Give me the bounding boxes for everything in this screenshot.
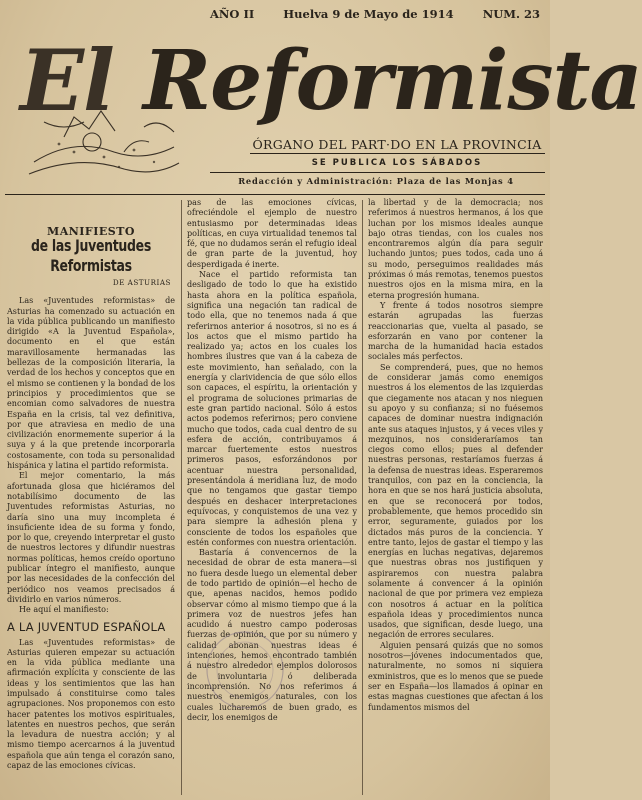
- rule-subtitle: [250, 153, 545, 154]
- paragraph: Alguien pensará quizás que no somos nosotros—jóvenes indocumentados que, naturalmente, no somos ni siquiera exministros, que es lo menos que se puede ser en España—los llamados á opinar en estas magnas cuestiones que afectan á los fundamentos mismos del: [368, 640, 543, 712]
- publication-schedule: SE PUBLICA LOS SÁBADOS: [311, 158, 483, 168]
- article-heading: MANIFIESTO: [47, 225, 135, 238]
- paragraph: pas de las emociones cívicas, ofreciéndole el ejemplo de nuestro entusiasmo por determinadas ideas políticas, en cuya virtualidad tenemos tal fé, que no dudamos serán el refugio ideal de gran parte de la juventud, hoy desperdigada é inerte.: [187, 198, 357, 269]
- paragraph: la libertad y de la democracia; nos referimos á nuestros hermanos, á los que luchan por los mismos ideales aunque bajo otras tiendas, con los cuales nos encontraremos algún día para seguir luchando juntos; pues todos, cada uno á su modo, perseguimos realidades más próximas ó más remotas, tenemos puestos nuestros ojos en la misma mira, en la eterna progresión humana.: [368, 198, 543, 300]
- paragraph: Las «Juventudes reformistas» de Asturias quieren empezar su actuación en la vida pública mediante una afirmación explícita y consciente de las ideas y los sentimientos que las han impulsado á constituirse como tales agrupaciones. Nos proponemos con esto hacer patentes los motivos espirituales, latentes en nuestros pechos, que serán la levadura de nuestra acción; y al mismo tiempo acercarnos á la juventud española que aún tenga el corazón sano, capaz de las emociones cívicas.: [7, 637, 175, 771]
- paragraph: Las «Juventudes reformistas» de Asturias ha comenzado su actuación en la vida pública publicando un manifiesto dirigido «A la Juventud Española», documento en el que están maravillosamente hermanadas las bellezas de la composición literaria, la verdad de los hechos y conceptos que en el mismo se contienen y la bondad de los principios y procedimientos que se encomian como salvadores de nuestra España en la crisis, tal vez definitiva, por que atraviesa en medio de una civilización enormemente superior á la suya y á la que pretende incorporarla costosamente, con toda su personalidad hispánica y latina el partido reformista.: [7, 296, 175, 471]
- paragraph: He aquí el manifiesto:: [19, 605, 109, 615]
- column-separator: [362, 200, 363, 795]
- library-stamp-icon: [200, 625, 290, 715]
- rule-publication: [210, 172, 545, 173]
- paragraph: Y frente á todos nosotros siempre estarán agrupadas las fuerzas reaccionarias que, vuelta al pasado, se esforzarán en vano por contener la marcha de la humanidad hacia estados sociales más perfectos.: [368, 300, 543, 362]
- paragraph: Nace el partido reformista tan desligado de todo lo que ha existido hasta ahora en la política española, significa una negación tan radical de todo ella, que no tenemos nada á que referirnos anterior á nosotros, si no es á los actos que el mismo partido ha realizado ya; actos en los cuales los hombres ilustres que van á la cabeza de este movimiento, han señalado, con la energía y clarividencia de que sólo ellos son capaces, el espíritu, la orientación y el programa de soluciones primarias de este gran partido nacional. Sólo á estos actos podemos referirnos; pero conviene mucho que todos, cada cual dentro de su esfera de acción, contribuyamos á marcar fuertemente estos nuestros primeros pasos, esforzándonos por acentuar nuestra personalidad, presentándola á meridiana luz, de modo que no tengamos que gastar tiempo después en deshacer interpretaciones equívocas, y conquistemos de una vez y para siempre la adhesión plena y consciente de todos los españoles que estén conformes con nuestra orientación.: [187, 270, 357, 547]
- subtitle: ÓRGANO DEL PART·DO EN LA PROVINCIA: [252, 137, 542, 152]
- newspaper-title: [20, 26, 642, 136]
- address-line: Redacción y Administración: Plaza de las Monjas 4: [238, 176, 514, 186]
- paragraph: Se comprenderá, pues, que no hemos de considerar jamás como enemigos nuestros á los elementos de las izquierdas que ciegamente nos atacan y nos nieguen su apoyo y su confianza; si no fuésemos capaces de dominar nuestra indignación ante sus ataques injustos, y á veces viles y mezquinos, nos consideraríamos tan ciegos como ellos; pues al defender nuestras personas, restaríamos fuerzas á la defensa de nuestras ideas. Esperaremos tranquilos, con paz en la conciencia, la hora en que se nos hará justicia absoluta, en que se reconocerá por todos, probablemente, que hemos procedido sin error, seguramente, guiados por los dictados más puros de la conciencia. Y entre tanto, lejos de gastar el tiempo y las energías en luchas negativas, dejaremos que nuestras obras nos justifiquen y aspiraremos con nuestra palabra solamente á convencer á la opinión nacional de que por primera vez empieza con nosotros á actuar en la política española ideas y procedimientos nunca usados, que significan, desde luego, una negación de errores seculares.: [368, 362, 543, 640]
- paragraph: Bastaría á convencernos de la necesidad de obrar de esta manera—si no fuera desde luego un elemental deber de todo partido de opinión—el hecho de que, apenas nacidos, hemos podido observar cómo al mismo tiempo que á la primera voz de nuestros jefes han acudido á nuestro campo poderosas fuerzas de opinión, que por su número y calidad abonan nuestras ideas é intenciones, hemos encontrado también á nuestro alrededor ejemplos dolorosos de involuntaria ó deliberada incomprensión. No nos referimos á nuestros enemigos naturales, con los cuales lucharemos de buen grado, es decir, los enemigos de: [187, 548, 357, 722]
- issue-year: AÑO II: [210, 7, 255, 21]
- issue-place-date: Huelva 9 de Mayo de 1914: [283, 7, 454, 21]
- issue-number: NUM. 23: [482, 7, 540, 21]
- title-prefix: El: [20, 31, 114, 130]
- issue-line: [210, 4, 540, 24]
- paragraph: El mejor comentario, la más afortunada glosa que hiciéramos del notabilísimo documento de las Juventudes reformistas Asturias, no daría sino una muy incompleta é insuficiente idea de su forma y fondo, por lo que, creyendo interpretar el gusto de nuestros lectores y difundir nuestras normas políticas, hemos creído oportuno publicar íntegro el manifiesto, aunque por las necesidades de la confección del periódico nos veamos precisados á dividirlo en varios números.: [7, 471, 175, 604]
- article-byline: DE ASTURIAS: [112, 278, 171, 287]
- column-3: [368, 198, 543, 713]
- column-separator: [181, 200, 182, 795]
- rule-masthead-bottom: [5, 194, 545, 195]
- title-main: Reformista: [143, 33, 642, 129]
- column-1: [7, 198, 175, 771]
- article-heading-2: de las Juventudes Reformistas: [30, 236, 151, 275]
- section-heading: A LA JUVENTUD ESPAÑOLA: [7, 619, 166, 634]
